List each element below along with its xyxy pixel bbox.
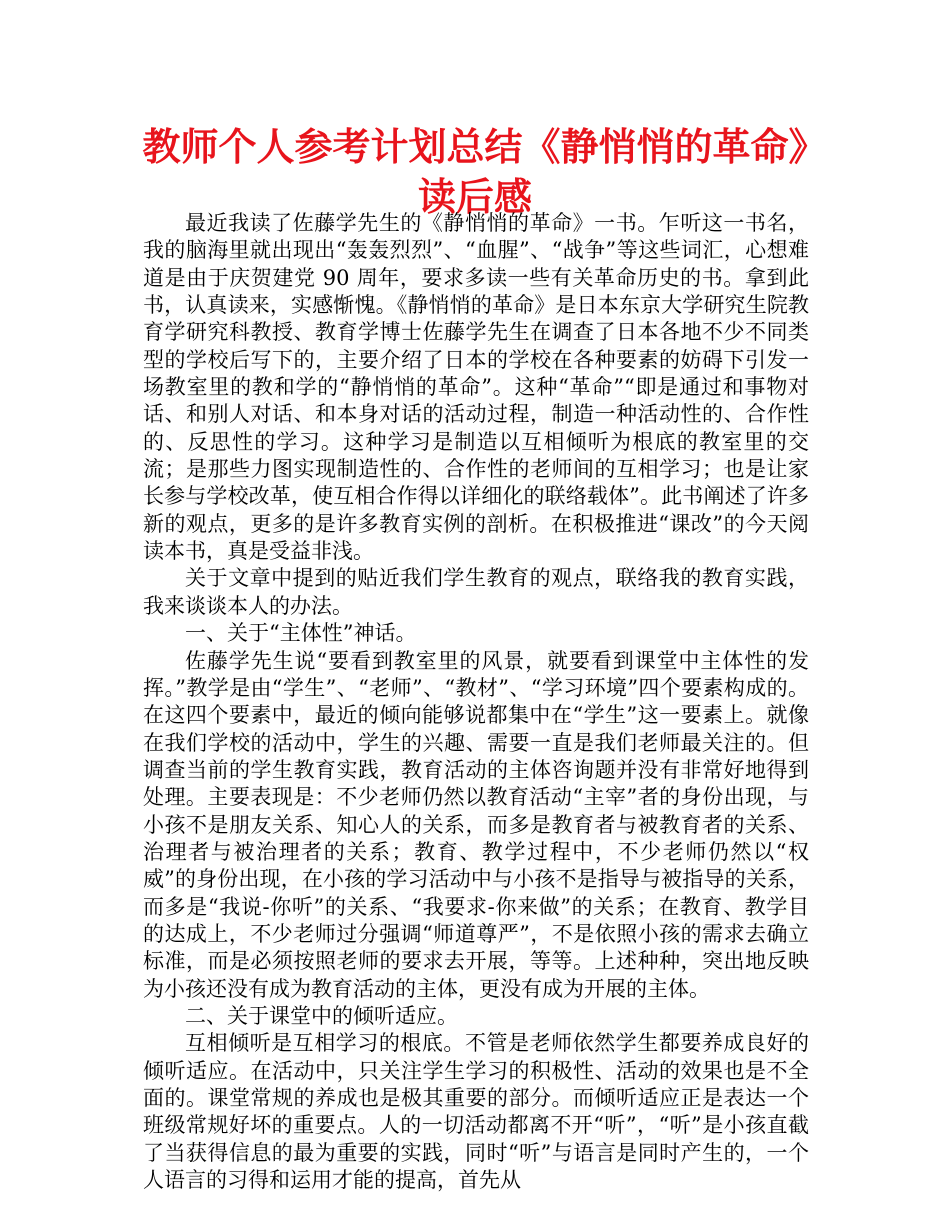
paragraph-approach: 关于文章中提到的贴近我们学生教育的观点，联络我的教育实践，我来谈谈本人的办法。 (143, 566, 809, 618)
document-title: 教师个人参考计划总结《静悄悄的革命》读后感 (142, 125, 808, 219)
paragraph-listening: 互相倾听是互相学习的根底。不管是老师依然学生都要养成良好的倾听适应。在活动中，只关注学生学习的积极性、活动的效果也是不全面的。课堂常规的养成也是极其重要的部分。而倾听适应正是表达一个班级常规好坏的重要点。人的一切活动都离不开“听”，“听”是小孩直截了当获得信息的最为重要的实践，同时“听”与语言是同时产生的，一个人语言的习得和运用才能的提高，首先从 (143, 1031, 809, 1193)
paragraph-intro: 最近我读了佐藤学先生的《静悄悄的革命》一书。乍听这一书名，我的脑海里就出现出“轰轰烈烈”、“血腥”、“战争”等这些词汇，心想难道是由于庆贺建党 90 周年，要求多读一些有关革命历史的书。拿到此书，认真读来，实感惭愧。《静悄悄的革命》是日本东京大学研究生院教育学研究科教授、教育学博士佐藤学先生在调查了日本各地不少不同类型的学校后写下的，主要介绍了日本的学校在各种要素的妨碍下引发一场教室里的教和学的“静悄悄的革命”。这种“革命”“即是通过和事物对话、和别人对话、和本身对话的活动过程，制造一种活动性的、合作性的、反思性的学习。这种学习是制造以互相倾听为根底的教室里的交流；是那些力图实现制造性的、合作性的老师间的互相学习；也是让家长参与学校改革，使互相合作得以详细化的联络载体”。此书阐述了许多新的观点，更多的是许多教育实例的剖析。在积极推进“课改”的今天阅读本书，真是受益非浅。 (143, 211, 809, 564)
paragraph-subjectivity: 佐藤学先生说“要看到教室里的风景，就要看到课堂中主体性的发挥。”教学是由“学生”、“老师”、“教材”、“学习环境”四个要素构成的。在这四个要素中，最近的倾向能够说都集中在“学生”这一要素上。就像在我们学校的活动中，学生的兴趣、需要一直是我们老师最关注的。但调查当前的学生教育实践，教育活动的主体咨询题并没有非常好地得到处理。主要表现是：不少老师仍然以教育活动“主宰”者的身份出现，与小孩不是朋友关系、知心人的关系，而多是教育者与被教育者的关系、治理者与被治理者的关系；教育、教学过程中，不少老师仍然以“权威”的身份出现，在小孩的学习活动中与小孩不是指导与被指导的关系，而多是“我说-你听”的关系、“我要求-你来做”的关系；在教育、教学目的达成上，不少老师过分强调“师道尊严”，不是依照小孩的需求去确立标准，而是必须按照老师的要求去开展，等等。上述种种，突出地反映为小孩还没有成为教育活动的主体，更没有成为开展的主体。 (143, 648, 809, 1001)
section-heading-listening: 二、关于课堂中的倾听适应。 (185, 1003, 458, 1028)
document-body (143, 210, 809, 1194)
section-heading-subjectivity: 一、关于“主体性”神话。 (185, 621, 417, 646)
